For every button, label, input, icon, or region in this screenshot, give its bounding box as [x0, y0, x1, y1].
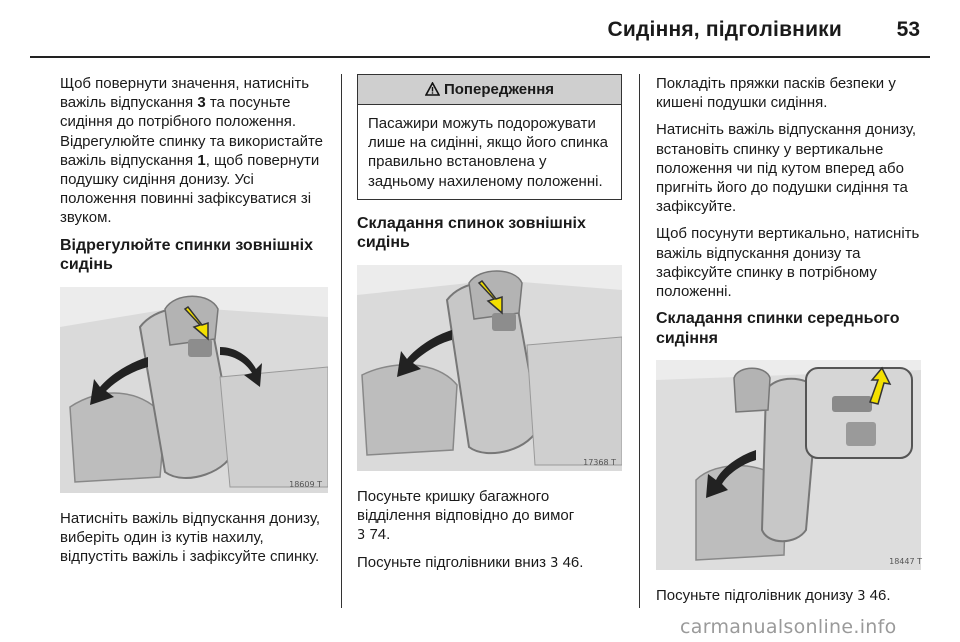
warning-title: Попередження — [443, 81, 555, 98]
warning-text: Пасажири можуть подорожувати лише на сидінні, якщо його спинка правильно встановлена у задньому нахиленому положенні. — [368, 115, 608, 190]
column-1 — [60, 74, 328, 574]
col1-paragraph-2: Натисніть важіль відпускання донизу, виберіть один із кутів нахилу, відпустіть важіль і зафіксуйте спинку. — [60, 509, 321, 566]
warning-box — [357, 74, 622, 200]
col3-paragraph-3: Щоб посунути вертикально, натисніть важіль відпускання донизу та зафіксуйте спинку в потрібному положенні. — [656, 225, 920, 301]
col2-paragraph-2: Посуньте підголівники вниз 3 46. — [357, 554, 584, 572]
warning-header — [358, 75, 621, 105]
page-number: 53 — [896, 18, 920, 41]
illustration-code: 17368 T — [583, 457, 616, 467]
illustration-folding-outer-backrests — [357, 265, 622, 471]
col1-heading: Відрегулюйте спинки зовнішніх сидінь — [60, 236, 313, 274]
page-ref-icon: 3 — [857, 589, 866, 605]
illustration-code: 18609 T — [289, 479, 322, 489]
column-divider-2 — [639, 74, 640, 608]
illustration-outer-seat-backrest — [60, 287, 328, 493]
page-ref-link[interactable]: 74. — [369, 526, 391, 544]
illustration-code: 18447 T — [889, 557, 922, 567]
col2-heading: Складання спинок зовнішніх сидінь — [357, 214, 586, 252]
page-ref-link[interactable]: 46. — [869, 587, 891, 605]
column-divider-1 — [341, 74, 342, 608]
page-ref-icon: 3 — [357, 528, 366, 544]
col3-paragraph-4: Посуньте підголівник донизу 3 46. — [656, 587, 891, 605]
page-ref-link[interactable]: 46. — [562, 554, 584, 572]
watermark: carmanualsonline.info — [680, 616, 897, 638]
col3-paragraph-2: Натисніть важіль відпускання донизу, встановіть спинку у вертикальне положення чи під кутом вперед або пригніть його до подушки сидіння та зафіксуйте. — [656, 121, 917, 216]
page-ref-icon: 3 — [550, 556, 559, 572]
illustration-folding-centre-backrest — [656, 360, 928, 570]
warning-triangle-icon — [425, 81, 440, 98]
col1-paragraph-1: Щоб повернути значення, натисніть важіль відпускання 3 та посуньте сидіння до потрібного положення. Відрегулюйте спинку та використайте важіль відпускання 1, щоб повернути подушку сидіння донизу. Усі положення повинні зафіксуватися зі звуком. — [60, 75, 324, 227]
column-3 — [656, 74, 928, 614]
header-rule — [30, 56, 930, 58]
page-header-title: Сидіння, підголівники — [607, 18, 842, 41]
column-2 — [357, 74, 622, 582]
col3-heading: Складання спинки середнього сидіння — [656, 310, 900, 347]
col3-paragraph-1: Покладіть пряжки пасків безпеки у кишені подушки сидіння. — [656, 75, 896, 112]
col2-paragraph-1: Посуньте кришку багажного відділення відповідно до вимог 3 74. — [357, 487, 575, 544]
